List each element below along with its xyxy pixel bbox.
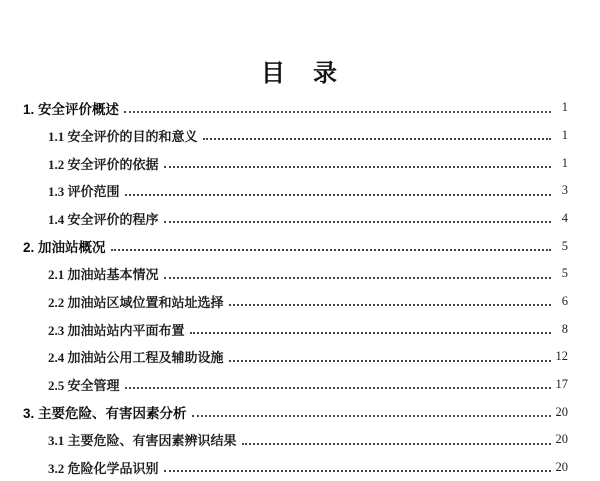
toc-entry-label: 1.3 评价范围 [48, 184, 120, 200]
toc-entry-label: 2.5 安全管理 [48, 377, 120, 393]
toc-entry[interactable] [23, 205, 568, 233]
toc-page-number: 20 [555, 432, 568, 447]
dot-leader [124, 111, 551, 113]
toc-page-number: 6 [561, 293, 568, 308]
dot-leader [125, 194, 551, 196]
toc-entry-label: 1.2 安全评价的依据 [48, 156, 159, 172]
toc-entry[interactable] [23, 398, 568, 426]
toc-page-number: 5 [561, 266, 568, 281]
dot-leader [203, 138, 551, 140]
toc-entry-label: 1.1 安全评价的目的和意义 [48, 128, 198, 144]
toc-entry-label: 2. 加油站概况 [23, 240, 106, 256]
toc-entry-label: 1.4 安全评价的程序 [48, 211, 159, 227]
toc-page-number: 20 [555, 459, 568, 474]
toc-page-number: 12 [555, 349, 568, 364]
dot-leader [164, 277, 551, 279]
toc-page-number: 8 [561, 321, 568, 336]
dot-leader [229, 304, 551, 306]
toc-page-number: 3 [561, 183, 568, 198]
toc-entry[interactable] [23, 371, 568, 399]
dot-leader [164, 470, 551, 472]
toc-entry[interactable] [23, 260, 568, 288]
toc-page-number: 5 [561, 238, 568, 253]
toc-entry[interactable] [23, 177, 568, 205]
dot-leader [164, 221, 551, 223]
toc-entry[interactable] [23, 149, 568, 177]
toc-page-number: 1 [561, 155, 568, 170]
dot-leader [164, 166, 551, 168]
dot-leader [125, 387, 551, 389]
dot-leader [192, 415, 551, 417]
toc-entry-label: 2.3 加油站站内平面布置 [48, 322, 185, 338]
toc-entry[interactable] [23, 454, 568, 481]
toc-entry[interactable] [23, 426, 568, 454]
toc-entry-label: 3.1 主要危险、有害因素辨识结果 [48, 433, 237, 449]
toc-entry[interactable] [23, 288, 568, 316]
dot-leader [111, 249, 551, 251]
dot-leader [242, 443, 551, 445]
toc-page-number: 1 [561, 127, 568, 142]
toc-entry[interactable] [23, 232, 568, 260]
toc-page-number: 20 [555, 404, 568, 419]
toc-entry[interactable] [23, 94, 568, 122]
toc-entry-label: 3.2 危险化学品识别 [48, 460, 159, 476]
toc-entry-label: 3. 主要危险、有害因素分析 [23, 406, 187, 422]
toc-entry-label: 1. 安全评价概述 [23, 101, 120, 117]
toc-entry-label: 2.1 加油站基本情况 [48, 267, 159, 283]
document-title: 目 录 [261, 61, 339, 87]
toc-page-number: 1 [561, 100, 568, 115]
toc-entry-label: 2.2 加油站区域位置和站址选择 [48, 294, 224, 310]
table-of-contents [23, 94, 568, 481]
dot-leader [190, 332, 551, 334]
toc-page-number: 4 [561, 210, 568, 225]
toc-entry[interactable] [23, 343, 568, 371]
toc-entry[interactable] [23, 122, 568, 150]
toc-entry-label: 2.4 加油站公用工程及辅助设施 [48, 350, 224, 366]
toc-entry[interactable] [23, 315, 568, 343]
dot-leader [229, 360, 551, 362]
toc-page-number: 17 [555, 376, 568, 391]
